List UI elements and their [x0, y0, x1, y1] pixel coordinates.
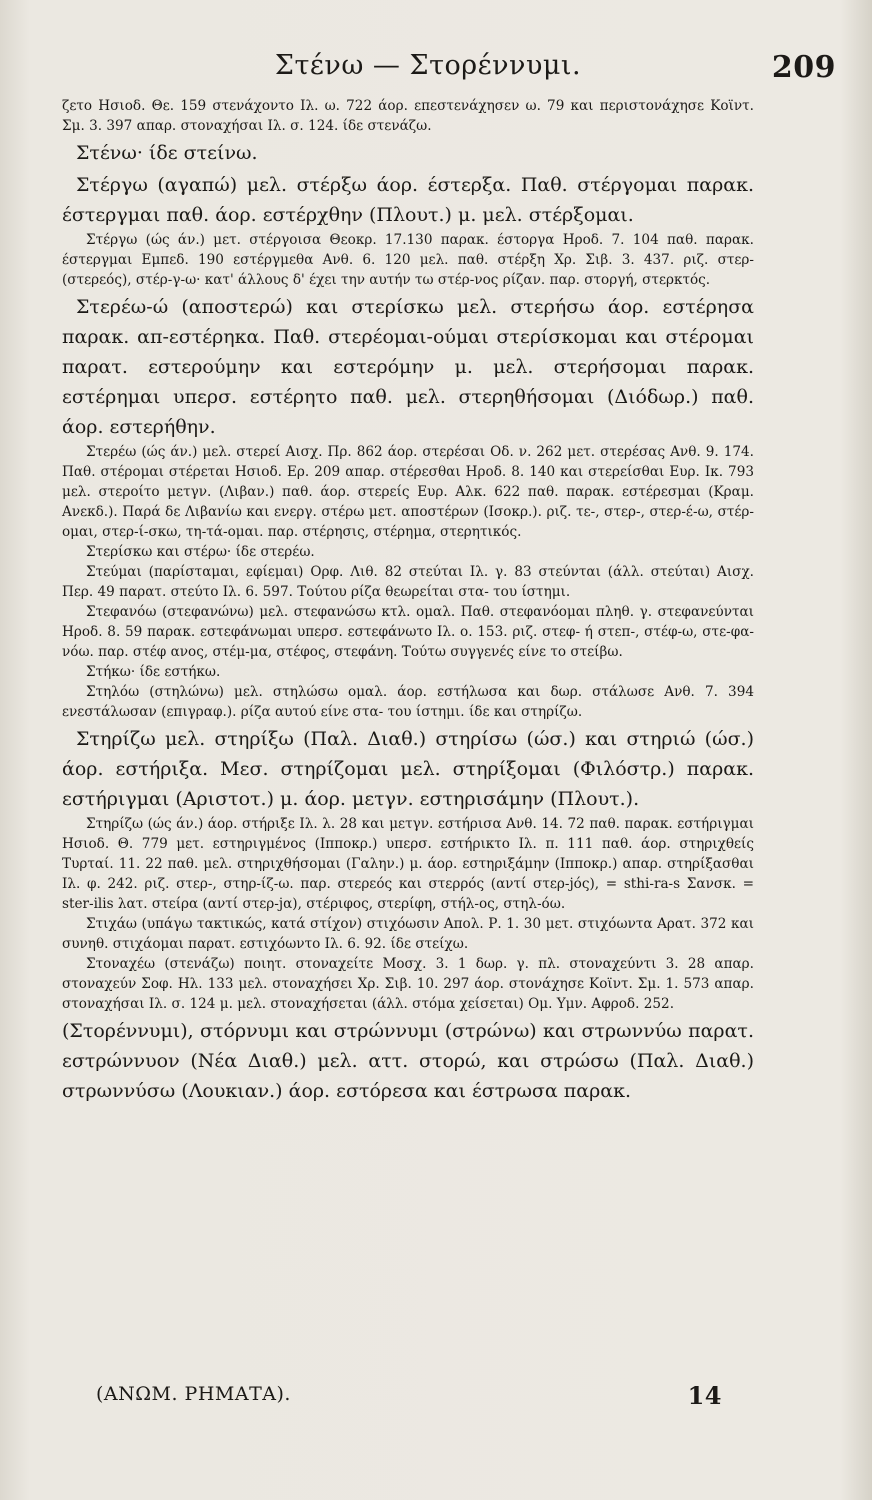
entry-continuation: ζετο Ησιοδ. Θε. 159 στενάχοντο Ιλ. ω. 722 άορ. επεστενάχησεν ω. 79 και περιστονάχησε Κοϊντ. Σμ. 3. 397 απαρ. στοναχήσαι Ιλ. σ. 124. ίδε στενάζω.	[62, 98, 754, 134]
note-stereo: Στερέω (ώς άν.) μελ. στερεί Αισχ. Πρ. 862 άορ. στερέσαι Οδ. ν. 262 μετ. στερέσας Ανθ. 9. 174. Παθ. στέρομαι στέρεται Ησιοδ. Ερ. 209 απαρ. στέρεσθαι Ηροδ. 8. 140 και στερείσθαι Ευρ. Ικ. 793 μελ. στεροίτο μετγν. (Λιβαν.) παθ. άορ. στερείς Ευρ. Αλκ. 622 παθ. παρακ. εστέρεσμαι (Κραμ. Ανεκδ.). Παρά δε Λιβανίω και ενεργ. στέρω μετ. αποστέρων (Ισοκρ.). ριζ. τε-, στερ-, στερ-έ-ω, στέρ-ομαι, στερ-ί-σκω, τη-τά-ομαι. παρ. στέρησις, στέρημα, στερητικός.	[62, 444, 754, 540]
note-stergo: Στέργω (ώς άν.) μετ. στέργοισα Θεοκρ. 17.130 παρακ. έστοργα Ηροδ. 7. 104 παθ. παρακ. έστεργμαι Εμπεδ. 190 εστέργμεθα Ανθ. 6. 120 μελ. παθ. στέρξη Χρ. Σιβ. 3. 437. ριζ. στερ- (στερεός), στέρ-γ-ω· κατ' άλλους δ' έχει την αυτήν τω στέρ-νος ρίζαν. παρ. στοργή, στερκτός.	[62, 232, 754, 288]
page-title: Στένω — Στορέννυμι.	[274, 50, 582, 81]
note-stiloo: Στηλόω (στηλώνω) μελ. στηλώσω ομαλ. άορ. εστήλωσα και δωρ. στάλωσε Ανθ. 7. 394 ενεστάλωσαν (επιγραφ.). ρίζα αυτού είνε στα- του ίστημι. ίδε και στηρίζω.	[62, 684, 754, 720]
note-stiko: Στήκω· ίδε εστήκω.	[86, 664, 221, 680]
entry-stirizo: Στηρίζω μελ. στηρίξω (Παλ. Διαθ.) στηρίσω (ώσ.) και στηριώ (ώσ.) άορ. εστήριξα. Μεσ. στηρίζομαι μελ. στηρίξομαι (Φιλόστρ.) παρακ. εστήριγμαι (Αριστοτ.) μ. άορ. μετγν. εστηρισάμην (Πλουτ.).	[62, 728, 754, 810]
entry-storennymi: (Στορέννυμι), στόρνυμι και στρώννυμι (στρώνω) και στρωννύω παρατ. εστρώννυον (Νέα Διαθ.) μελ. αττ. στορώ, και στρώσω (Παλ. Διαθ.) στρωννύσω (Λουκιαν.) άορ. εστόρεσα και έστρωσα παρακ.	[62, 1020, 754, 1102]
signature-mark: 14	[687, 1381, 722, 1410]
note-steumai: Στεύμαι (παρίσταμαι, εφίεμαι) Ορφ. Λιθ. 82 στεύται Ιλ. γ. 83 στεύνται (άλλ. στεύται) Αισχ. Περ. 49 παρατ. στεύτο Ιλ. 6. 597. Τούτου ρίζα θεωρείται στα- του ίστημι.	[62, 564, 754, 600]
note-steriskо: Στερίσκω και στέρω· ίδε στερέω.	[86, 544, 315, 560]
entry-steno: Στένω· ίδε στείνω.	[76, 142, 258, 164]
page-footer	[96, 1381, 722, 1410]
note-stichao: Στιχάω (υπάγω τακτικώς, κατά στίχον) στιχόωσιν Απολ. Ρ. 1. 30 μετ. στιχόωντα Αρατ. 372 και συνηθ. στιχάομαι παρατ. εστιχόωντο Ιλ. 6. 92. ίδε στείχω.	[62, 916, 754, 952]
entry-stergo: Στέργω (αγαπώ) μελ. στέρξω άορ. έστερξα. Παθ. στέργομαι παρακ. έστεργμαι παθ. άορ. εστέρχθην (Πλουτ.) μ. μελ. στέρξομαι.	[62, 174, 754, 226]
running-head	[62, 50, 836, 96]
note-stefanoo: Στεφανόω (στεφανώνω) μελ. στεφανώσω κτλ. ομαλ. Παθ. στεφανόομαι πληθ. γ. στεφανεύνται Ηροδ. 8. 59 παρακ. εστεφάνωμαι υπερσ. εστεφάνωτο Ιλ. ο. 153. ριζ. στεφ- ή στεπ-, στέφ-ω, στε-φα-νόω. παρ. στέφ ανος, στέμ-μα, στέφος, στεφάνη. Τούτω συγγενές είνε το στείβω.	[62, 604, 754, 660]
note-stirizo: Στηρίζω (ώς άν.) άορ. στήριξε Ιλ. λ. 28 και μετγν. εστήρισα Ανθ. 14. 72 παθ. παρακ. εστήριγμαι Ησιοδ. Θ. 779 μετ. εστηριγμένος (Ιπποκρ.) υπερσ. εστήρικτο Ιλ. π. 111 παθ. άορ. στηριχθείς Τυρταί. 11. 22 παθ. μελ. στηριχθήσομαι (Γαλην.) μ. άορ. εστηριξάμην (Ιπποκρ.) απαρ. στηρίξασθαι Ιλ. φ. 242. ριζ. στερ-, στηρ-ίζ-ω. παρ. στερεός και στερρός (αντί στερ-jός), = sthi-ra-s Σανσκ. = ster-ilis λατ. στείρα (αντί στερ-jα), στέριφος, στερίφη, στήλ-ος, στηλ-όω.	[62, 816, 754, 912]
entry-stereo: Στερέω-ώ (αποστερώ) και στερίσκω μελ. στερήσω άορ. εστέρησα παρακ. απ-εστέρηκα. Παθ. στερέομαι-ούμαι στερίσκομαι και στέρομαι παρατ. εστερούμην και εστερόμην μ. μελ. στερήσομαι παρακ. εστέρημαι υπερσ. εστέρητο παθ. μελ. στερηθήσομαι (Διόδωρ.) παθ. άορ. εστερήθην.	[62, 296, 754, 438]
note-stonacheo: Στοναχέω (στενάζω) ποιητ. στοναχείτε Μοσχ. 3. 1 δωρ. γ. πλ. στοναχεύντι 3. 28 απαρ. στοναχεύν Σοφ. Ηλ. 133 μελ. στοναχήσει Χρ. Σιβ. 10. 297 άορ. στονάχησε Κοϊντ. Σμ. 1. 573 απαρ. στοναχήσαι Ιλ. σ. 124 μ. μελ. στοναχήσεται (άλλ. στόμα χείσεται) Ομ. Υμν. Αφροδ. 252.	[62, 956, 754, 1012]
page-number: 209	[771, 50, 836, 85]
footer-label: (ΑΝΩΜ. ΡΗΜΑΤΑ).	[96, 1383, 291, 1405]
